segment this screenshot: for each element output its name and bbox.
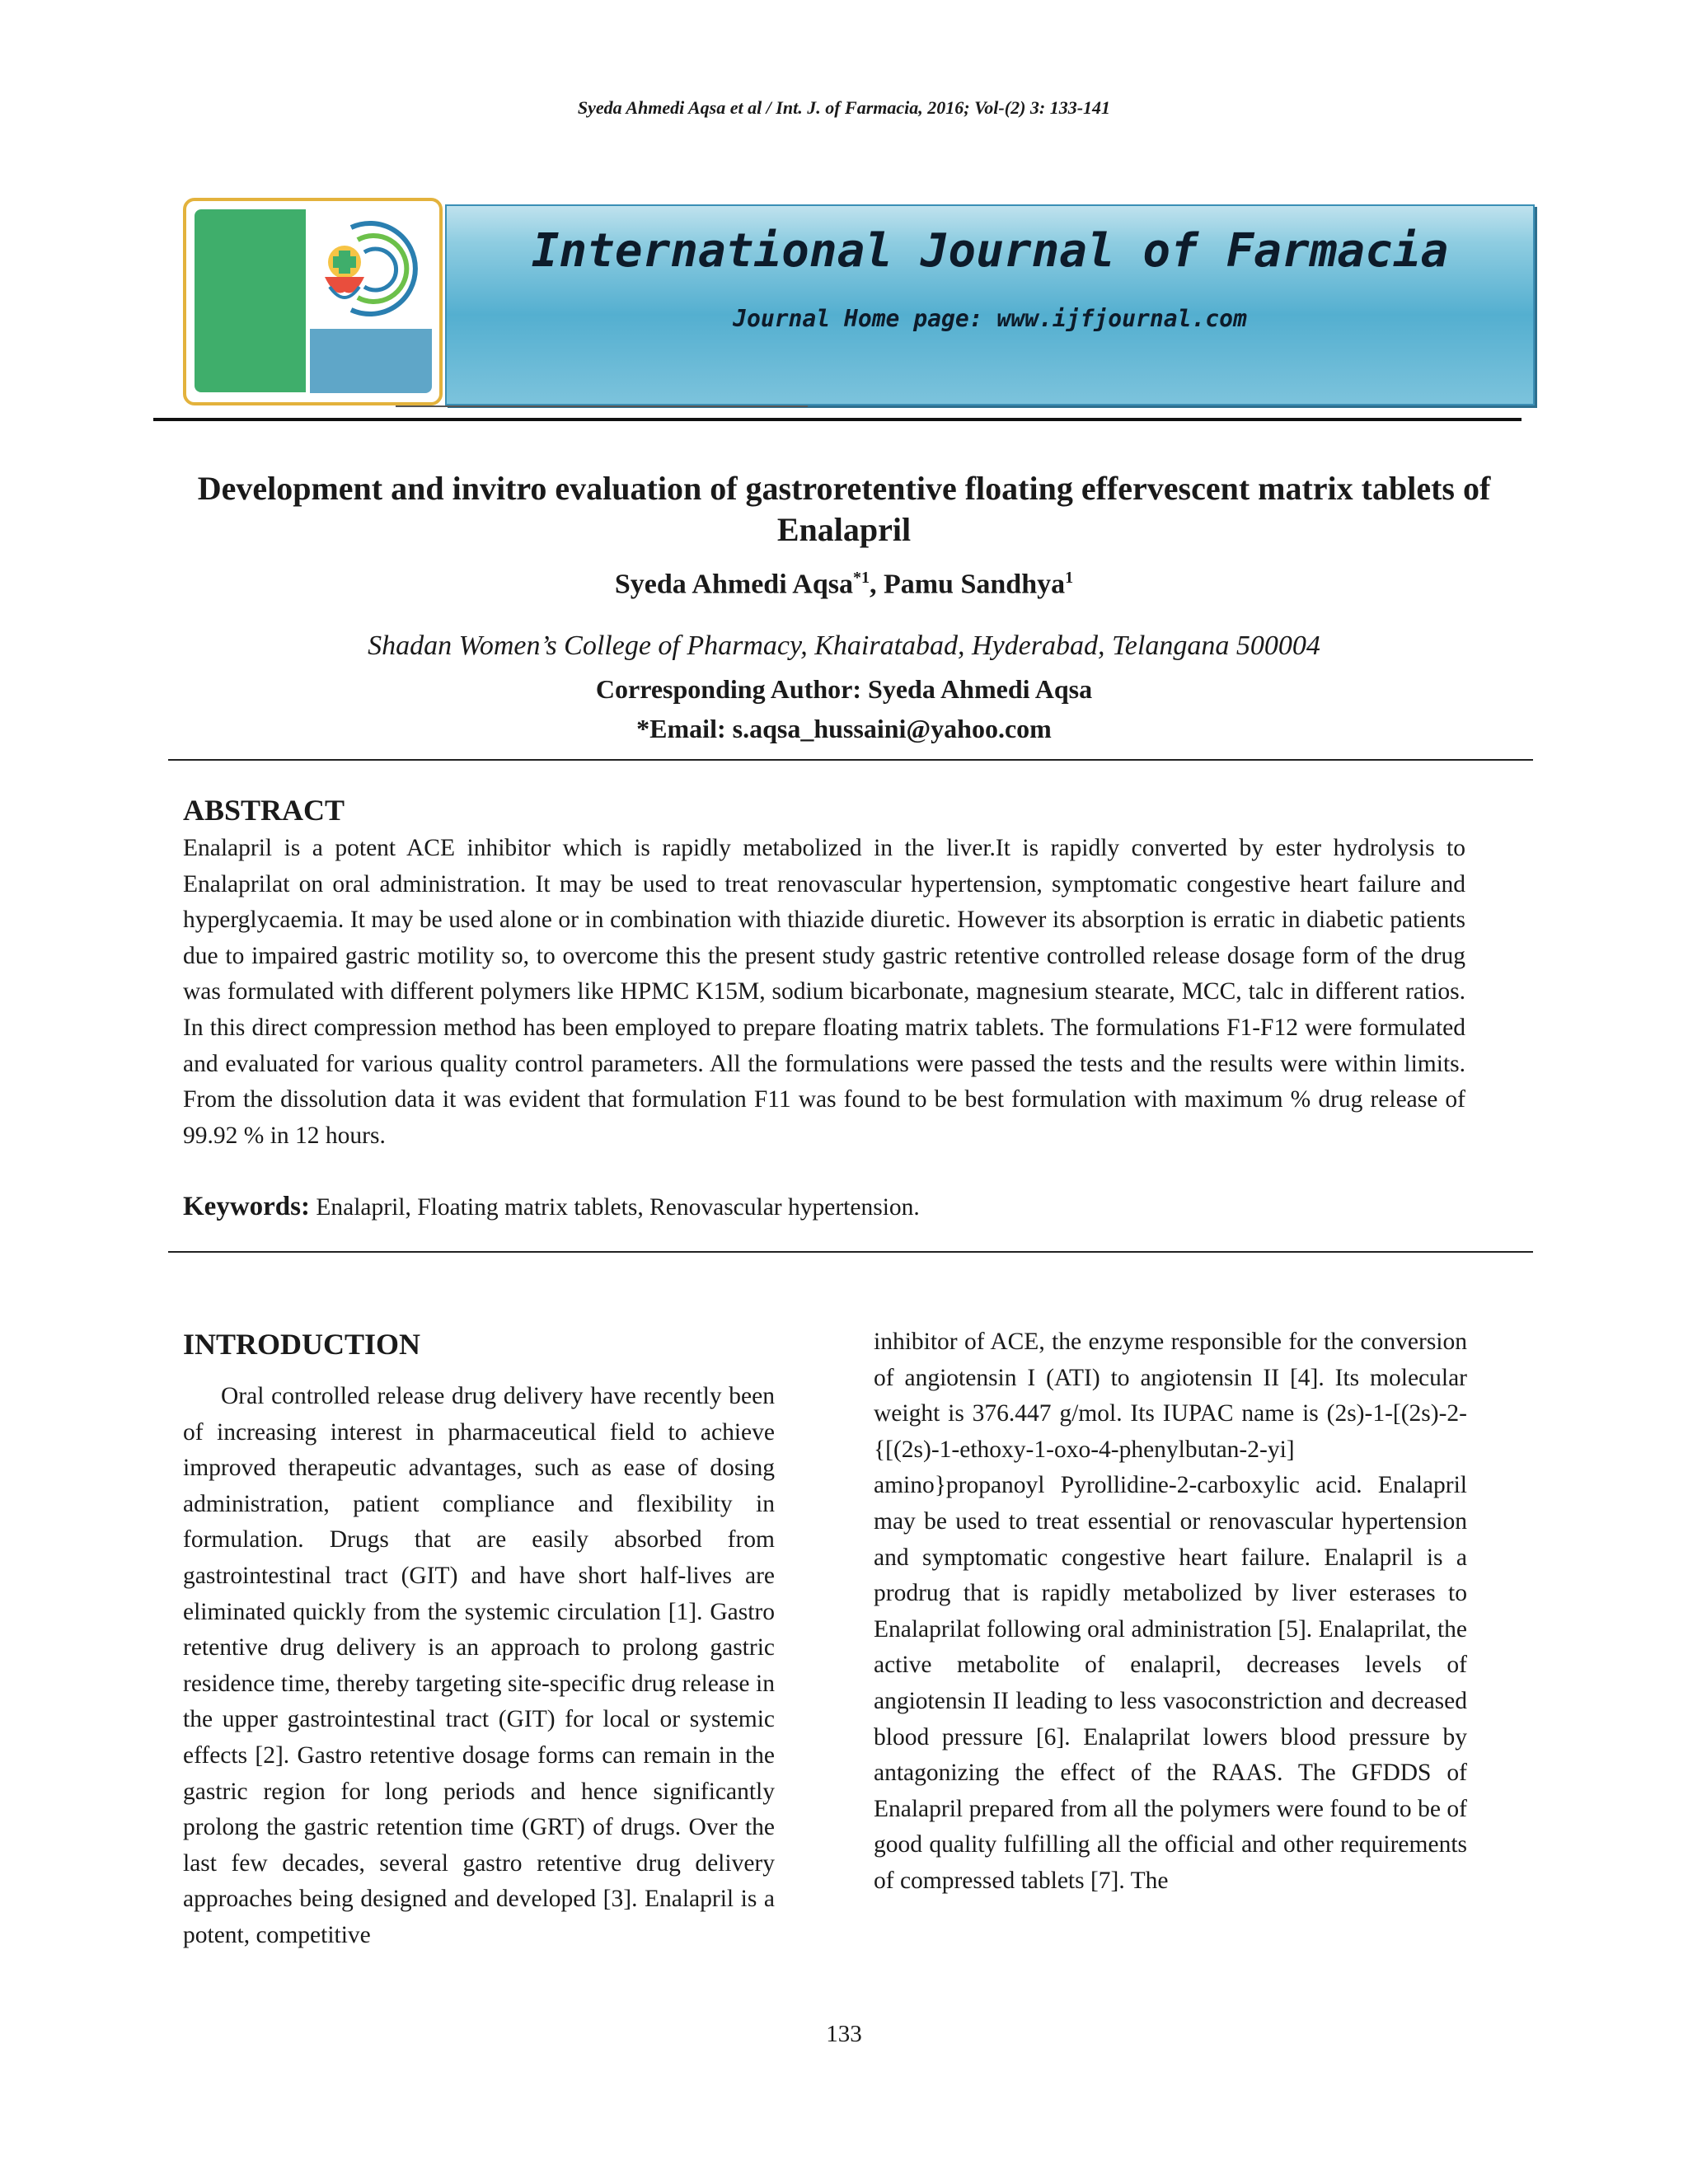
author-separator: , [869, 569, 884, 600]
journal-title-panel [445, 204, 1535, 405]
journal-logo [183, 198, 443, 405]
keywords [183, 1192, 1469, 1222]
journal-name: International Journal of Farmacia [531, 224, 1449, 278]
journal-banner [183, 198, 1535, 414]
author-list [0, 569, 1688, 600]
introduction-heading: INTRODUCTION [183, 1328, 421, 1361]
page-number: 133 [826, 2021, 862, 2047]
author-2: Pamu Sandhya [883, 569, 1066, 600]
author-1: Syeda Ahmedi Aqsa [614, 569, 853, 600]
banner-underline-thin [396, 405, 808, 407]
logo-green-block [195, 209, 306, 392]
journal-home-page: Journal Home page: www.ijfjournal.com [733, 305, 1247, 332]
divider [168, 759, 1533, 761]
abstract-body: Enalapril is a potent ACE inhibitor which is rapidly metabolized in the liver.It is rapidly converted by ester hydrolysis to Enalaprilat on oral administration. It may be used to treat renovascular hypertension, symptomatic congestive heart failure and hyperglycaemia. It may be used alone or in combination with thiazide diuretic. However its absorption is erratic in diabetic patients due to impaired gastric motility so, to overcome this the present study gastric retentive controlled release dosage form of the drug was formulated with different polymers like HPMC K15M, sodium bicarbonate, magnesium stearate, MCC, talc in different ratios. In this direct compression method has been employed to prepare floating matrix tablets. The formulations F1-F12 were formulated and evaluated for various quality control parameters. All the formulations were passed the tests and the results were within limits. From the dissolution data it was evident that formulation F11 was found to be best formulation with maximum % drug release of 99.92 % in 12 hours. [183, 835, 1465, 1149]
pharmacy-cross-icon [293, 211, 434, 326]
author-2-affiliation-mark: 1 [1065, 569, 1074, 587]
author-1-affiliation-mark: *1 [852, 569, 870, 587]
introduction-right-column: inhibitor of ACE, the enzyme responsible for the conversion of angiotensin I (ATI) to angiotensin II [4]. Its molecular weight is 376.447 g/mol. Its IUPAC name is (2s)-1-[(2s)-2-{[(2s)-1-ethoxy-1-oxo-4-phenylbutan-2-yi] amino}propanoyl Pyrollidine-2-carboxylic acid. Enalapril may be used to treat essential or renovascular hypertension and symptomatic congestive heart failure. Enalapril is a prodrug that is rapidly metabolized by liver esterases to Enalaprilat following oral administration [5]. Enalaprilat, the active metabolite of enalapril, decreases levels of angiotensin II leading to less vasoconstriction and decreased blood pressure [6]. Enalaprilat lowers blood pressure by antagonizing the effect of the RAAS. The GFDDS of Enalapril prepared from all the polymers were found to be of good quality fulfilling all the official and other requirements of compressed tablets [7]. The [874, 1329, 1467, 1894]
logo-blue-block [310, 329, 432, 393]
author-email: *Email: s.aqsa_hussaini@yahoo.com [636, 714, 1052, 743]
keywords-list: Enalapril, Floating matrix tablets, Renovascular hypertension. [309, 1194, 920, 1221]
abstract-heading: ABSTRACT [183, 794, 345, 827]
paper-title: Development and invitro evaluation of gastroretentive floating effervescent matrix tablets of Enalapril [197, 470, 1491, 548]
corresponding-author: Corresponding Author: Syeda Ahmedi Aqsa [595, 674, 1093, 704]
keywords-label: Keywords: [183, 1192, 310, 1221]
introduction-left-column: Oral controlled release drug delivery have recently been of increasing interest in pharmaceutical field to achieve improved therapeutic advantages, such as ease of dosing administration, patient compliance and flexibility in formulation. Drugs that are easily absorbed from gastrointestinal tract (GIT) and have short half-lives are eliminated quickly from the systemic circulation [1]. Gastro retentive drug delivery is an approach to prolong gastric residence time, thereby targeting site-specific drug release in the upper gastrointestinal tract (GIT) for local or systemic effects [2]. Gastro retentive dosage forms can remain in the gastric region for long periods and hence significantly prolong the gastric retention time (GRT) of drugs. Over the last few decades, several gastro retentive drug delivery approaches being designed and developed [3]. Enalapril is a potent, competitive [183, 1383, 775, 1948]
running-head: Syeda Ahmedi Aqsa et al / Int. J. of Farmacia, 2016; Vol-(2) 3: 133-141 [577, 97, 1111, 118]
banner-underline [153, 418, 1522, 421]
affiliation: Shadan Women’s College of Pharmacy, Khairatabad, Hyderabad, Telangana 500004 [368, 630, 1320, 661]
divider [168, 1251, 1533, 1253]
